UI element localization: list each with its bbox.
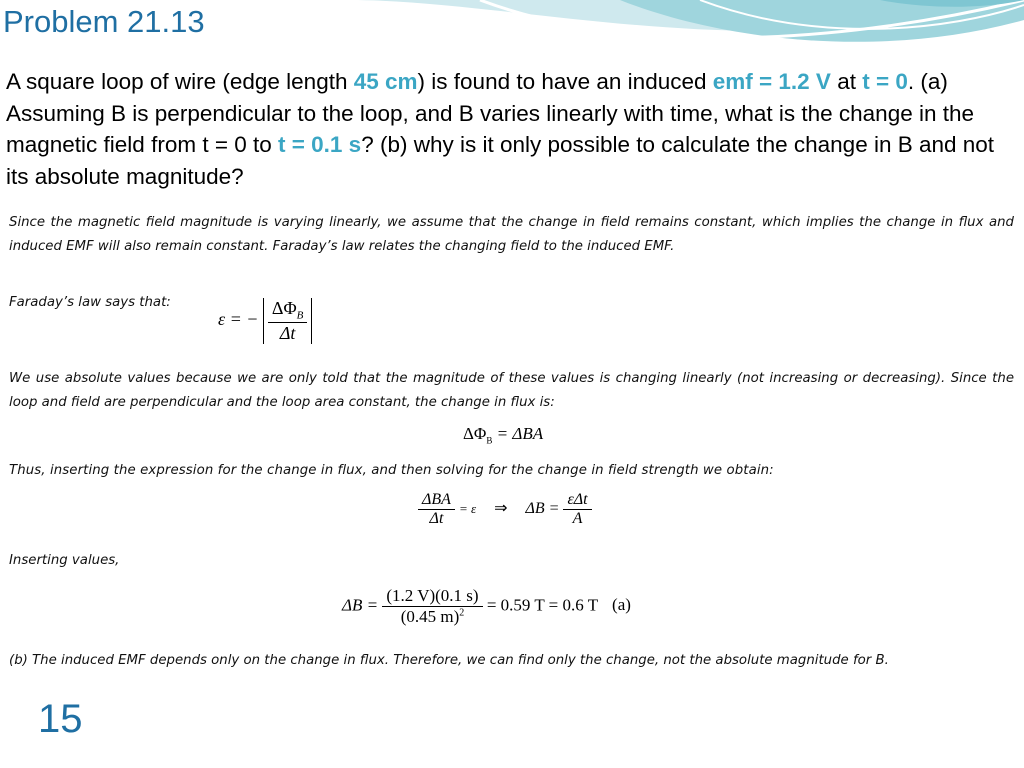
result-numerator: (1.2 V)(0.1 s) <box>382 586 482 607</box>
faraday-fraction <box>268 298 307 344</box>
flux-rhs: = ΔBA <box>496 424 544 443</box>
solve-denominator-1: Δt <box>429 510 444 527</box>
flux-lhs: ΔΦ <box>463 424 487 443</box>
inserting-values-label: Inserting values, <box>9 553 120 568</box>
problem-text: at <box>830 69 863 94</box>
solve-equation <box>418 491 592 528</box>
highlight-t0: t = 0 <box>862 69 908 94</box>
superscript-2: 2 <box>459 607 465 619</box>
problem-text: ) is found to have an induced <box>417 69 713 94</box>
slide-number: 15 <box>38 697 83 741</box>
delta-phi: ΔΦ <box>271 298 297 318</box>
solve-lhs: ΔB = <box>525 500 560 518</box>
solve-denominator-2: A <box>572 510 583 527</box>
faraday-intro: Faraday’s law says that: <box>9 295 171 310</box>
problem-text: . (a) Assuming B is perpendicular to the loop, and B varies linearly with time, what is the change in the magnetic field from t = 0 to <box>6 69 975 157</box>
result-value: = 0.59 T = 0.6 T <box>486 595 598 615</box>
faraday-equation <box>218 298 312 344</box>
result-denominator <box>397 607 469 627</box>
subscript-b: B <box>486 435 493 446</box>
solution-paragraph-1: Since the magnetic field magnitude is varying linearly, we assume that the change in field remains constant, which implies the change in flux and induced EMF will also remain constant. Faraday’s law relates the changing field to the induced EMF. <box>9 215 1014 254</box>
implies-arrow: ⇒ <box>494 500 508 518</box>
solution-paragraph-3: Thus, inserting the expression for the change in flux, and then solving for the change in field strength we obtain: <box>9 463 774 478</box>
faraday-numerator <box>268 298 307 323</box>
highlight-t01: t = 0.1 s <box>278 132 362 157</box>
flux-equation <box>463 424 543 445</box>
subscript-b: B <box>296 309 304 322</box>
result-denominator-text: (0.45 m) <box>400 607 460 626</box>
solve-equals-emf: = ε <box>458 501 477 517</box>
highlight-edge-length: 45 cm <box>353 69 418 94</box>
result-lhs: ΔB = <box>342 595 379 615</box>
solve-numerator-2: εΔt <box>563 491 591 510</box>
solve-numerator-1: ΔBA <box>418 491 455 510</box>
problem-text: A square loop of wire (edge length <box>6 69 354 94</box>
problem-statement <box>6 66 1006 192</box>
result-equation <box>342 586 631 627</box>
solve-fraction-2 <box>563 491 591 528</box>
solution-paragraph-2: We use absolute values because we are only told that the magnitude of these values is changing linearly (not increasing or decreasing). Since the loop and field are perpendicular and the loop area constant, the change in flux is: <box>9 371 1014 410</box>
faraday-lhs: ε = − <box>218 308 259 329</box>
solve-fraction-1 <box>418 491 455 528</box>
result-fraction <box>382 586 482 627</box>
highlight-emf: emf = 1.2 V <box>712 69 831 94</box>
slide-title: Problem 21.13 <box>3 4 205 39</box>
absolute-value-bars <box>263 298 312 344</box>
faraday-denominator: Δt <box>279 322 296 343</box>
solution-paragraph-b: (b) The induced EMF depends only on the change in flux. Therefore, we can find only the change, not the absolute magnitude for B. <box>9 653 889 668</box>
problem-text: ? (b) why is it only possible to calculate the change in B and not its absolute magnitude? <box>6 132 995 189</box>
part-a-label: (a) <box>612 595 631 615</box>
